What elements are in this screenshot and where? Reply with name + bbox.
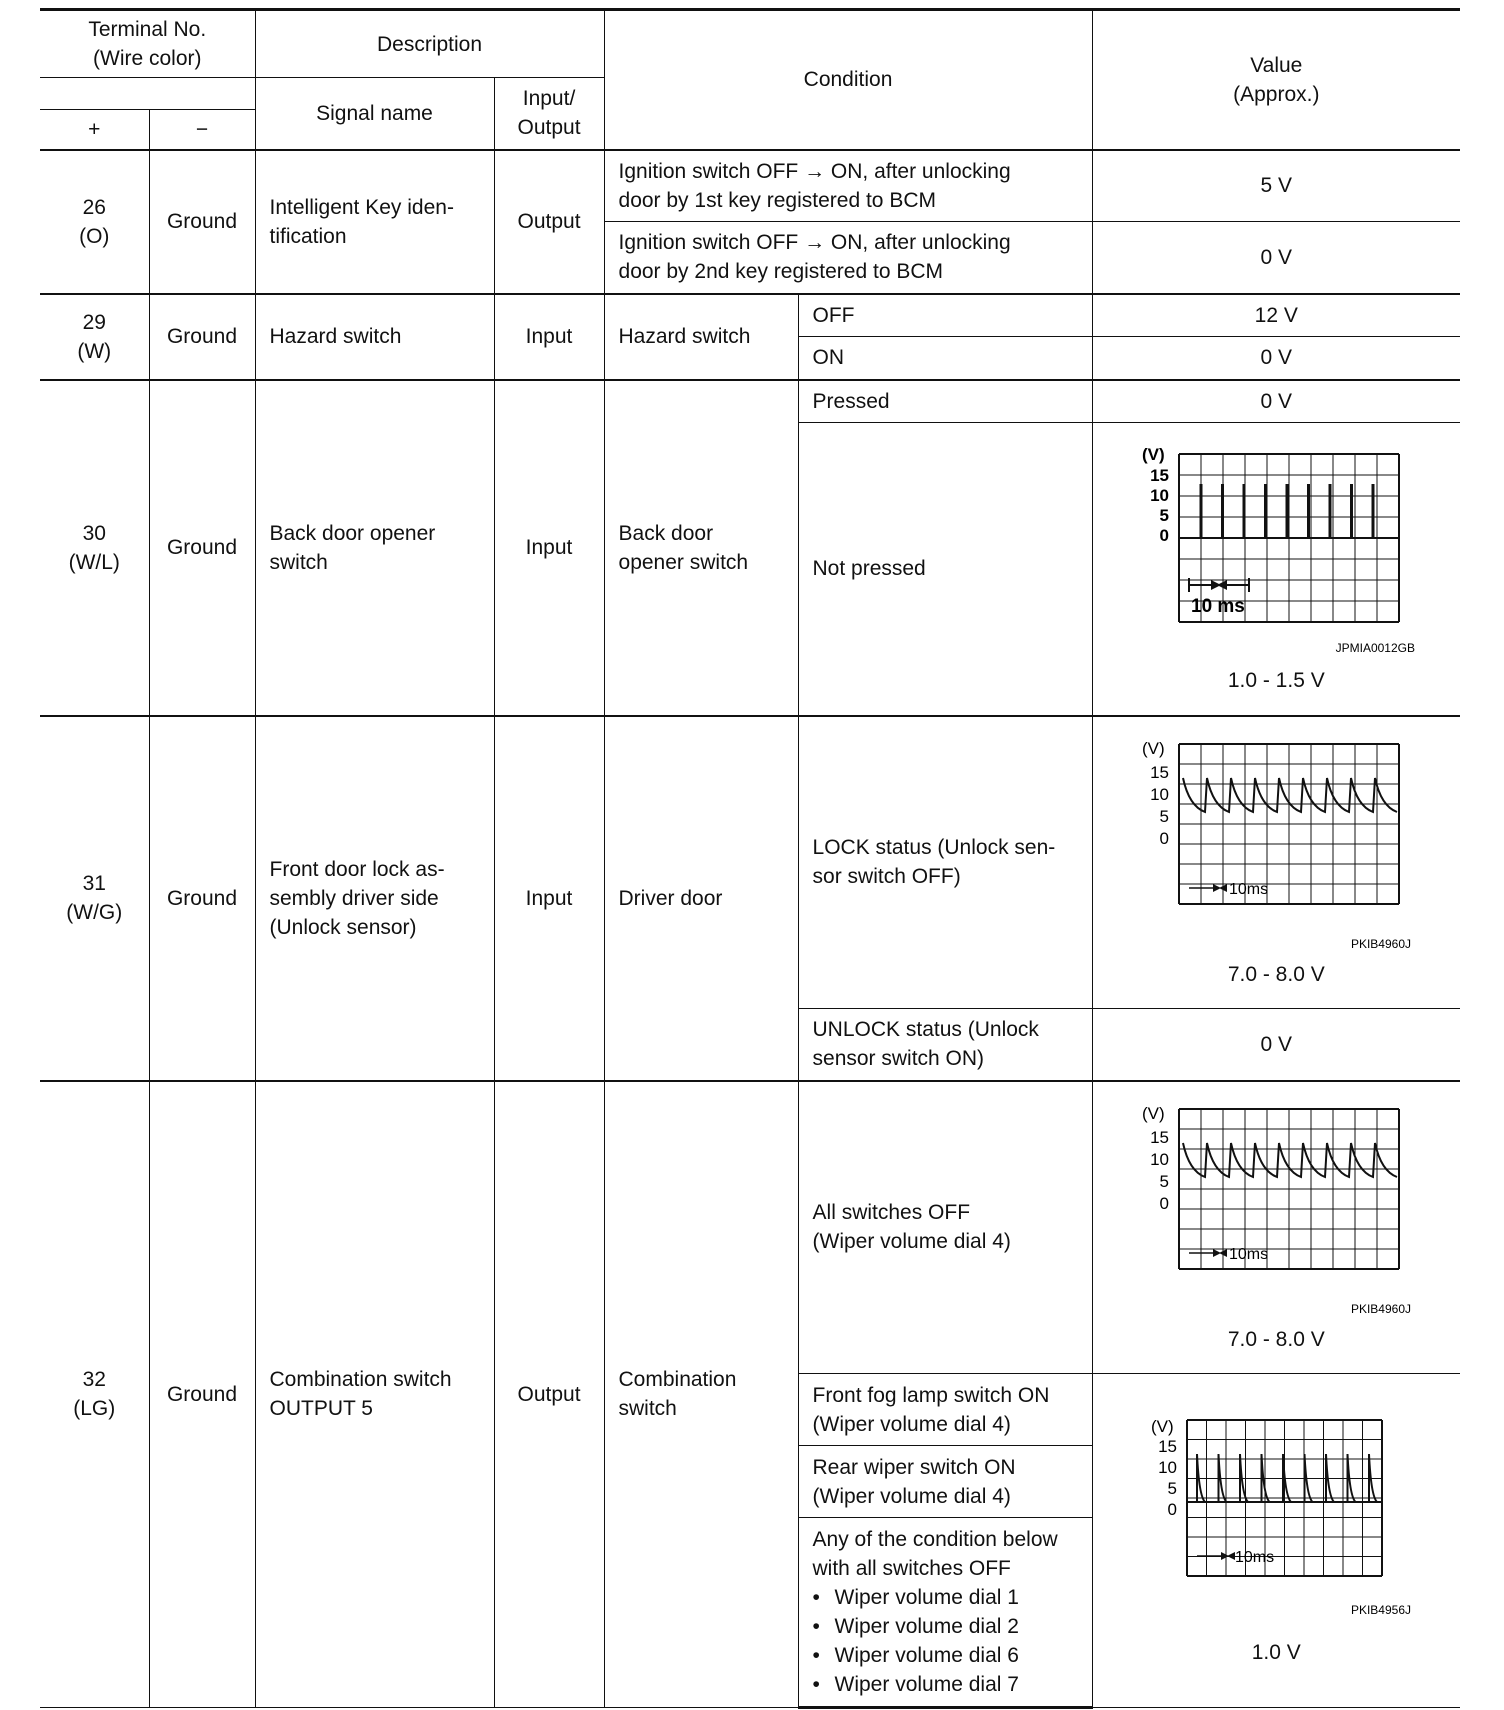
terminal-31-value-lock: 7.0 - 8.0 V (1227, 962, 1325, 986)
terminal-30-io: Input (494, 380, 604, 716)
header-minus: − (149, 110, 255, 150)
terminal-29-io: Input (494, 294, 604, 380)
terminal-29-value-on: 0 V (1092, 337, 1460, 380)
terminal-26-condition-2: Ignition switch OFF → ON, after unlocking door by 2nd key registered to BCM (604, 222, 1092, 294)
wf30-tick-0: 0 (1159, 526, 1170, 546)
terminal-31-value-lock-cell (1092, 716, 1460, 1009)
header-input-output (494, 78, 604, 150)
terminal-29-state-off: OFF (798, 294, 1092, 337)
wf32b-v-label: (V) (1151, 1417, 1174, 1436)
terminal-26-io: Output (494, 150, 604, 294)
terminal-32-ground: Ground (149, 1081, 255, 1708)
terminal-30-signal: Back door opener switch (255, 380, 494, 716)
terminal-29-number: 29 (82, 310, 106, 334)
terminal-30-state-not-pressed: Not pressed (798, 423, 1092, 716)
header-terminal-no-label: Terminal No. (88, 18, 207, 41)
terminal-30-value-not-pressed: 1.0 - 1.5 V (1227, 669, 1325, 693)
terminal-32-value-pulse: 1.0 V (1251, 1641, 1301, 1664)
wf32a-image-code: PKIB4960J (1351, 1301, 1412, 1316)
wf32b-tick-15: 15 (1158, 1437, 1178, 1456)
wf32b-time-arrow-left (1227, 1552, 1235, 1560)
header-terminal-no (40, 10, 255, 78)
wf31-tick-10: 10 (1150, 784, 1170, 804)
terminal-29-value-off: 12 V (1092, 294, 1460, 337)
terminal-29-state-on: ON (798, 337, 1092, 380)
waveform-chart-30 (1131, 442, 1421, 662)
terminal-32-any-condition-text: Any of the condition below with all switches OFF (812, 1528, 1058, 1580)
terminal-26-signal: Intelligent Key iden- tification (255, 150, 494, 294)
terminal-32-state-front-fog: Front fog lamp switch ON (Wiper volume dial 4) (798, 1374, 1092, 1446)
wf30-v-label: (V) (1142, 445, 1165, 465)
terminal-30-value-pressed: 0 V (1092, 380, 1460, 423)
wf31-time-label: 10ms (1229, 880, 1269, 898)
terminal-26-wire-color: (O) (79, 224, 110, 248)
wf31-tick-0: 0 (1159, 828, 1170, 848)
header-wire-color-label: (Wire color) (93, 47, 202, 70)
terminal-31-state-lock: LOCK status (Unlock sen- sor switch OFF) (798, 716, 1092, 1009)
terminal-32-signal: Combination switch OUTPUT 5 (255, 1081, 494, 1708)
terminal-26-number: 26 (82, 195, 106, 219)
terminal-31 (40, 716, 149, 1081)
wf30-tick-5: 5 (1159, 506, 1170, 526)
header-input-label: Input/ (522, 87, 576, 111)
header-value-approx-label: (Approx.) (1233, 82, 1320, 106)
terminal-29-condition: Hazard switch (604, 294, 798, 380)
terminal-26-value-2: 0 V (1092, 222, 1460, 294)
wf30-image-code: JPMIA0012GB (1335, 641, 1416, 656)
wf32a-tick-15: 15 (1150, 1127, 1170, 1147)
wf31-tick-5: 5 (1159, 806, 1170, 826)
wf31-v-label: (V) (1142, 738, 1165, 758)
wf31-image-code: PKIB4960J (1351, 936, 1412, 951)
wf31-trace (1183, 778, 1397, 812)
wf30-tick-10: 10 (1150, 486, 1170, 506)
terminal-32-state-any-condition (798, 1518, 1092, 1708)
header-value (1092, 10, 1460, 150)
wf30-time-label: 10 ms (1191, 596, 1246, 618)
terminal-26-condition-1: Ignition switch OFF → ON, after unlocking door by 1st key registered to BCM (604, 150, 1092, 222)
wf32b-time-label: 10ms (1235, 1549, 1275, 1566)
wf32b-image-code: PKIB4956J (1351, 1603, 1412, 1617)
terminal-32-value-all-off: 7.0 - 8.0 V (1227, 1327, 1325, 1351)
wf32a-v-label: (V) (1142, 1103, 1165, 1123)
wiper-dial-item: • Wiper volume dial 6 (813, 1641, 1078, 1670)
terminal-30-ground: Ground (149, 380, 255, 716)
wiper-dial-item: • Wiper volume dial 1 (813, 1583, 1078, 1612)
wf31-tick-15: 15 (1150, 762, 1170, 782)
terminal-31-signal: Front door lock as- sembly driver side (Unlock sensor) (255, 716, 494, 1081)
terminal-32-state-all-off: All switches OFF (Wiper volume dial 4) (798, 1081, 1092, 1374)
terminal-31-condition: Driver door (604, 716, 798, 1081)
wf32b-tick-0: 0 (1167, 1500, 1178, 1519)
terminal-32-number: 32 (82, 1368, 106, 1392)
terminal-30-condition: Back door opener switch (604, 380, 798, 716)
terminal-29 (40, 294, 149, 380)
terminal-30-value-not-pressed-cell (1092, 423, 1460, 716)
wiper-dial-list (813, 1583, 1078, 1699)
wf32a-tick-0: 0 (1159, 1193, 1170, 1213)
wf30-time-arrow-left (1217, 580, 1227, 590)
waveform-chart-32b (1131, 1414, 1421, 1634)
terminal-26-ground: Ground (149, 150, 255, 294)
wf32a-tick-10: 10 (1150, 1149, 1170, 1169)
terminal-30 (40, 380, 149, 716)
terminal-26-value-1: 5 V (1092, 150, 1460, 222)
terminal-31-io: Input (494, 716, 604, 1081)
waveform-chart-32a (1131, 1101, 1421, 1321)
terminal-29-wire-color: (W) (77, 339, 112, 363)
terminal-32-io: Output (494, 1081, 604, 1708)
terminal-32-condition: Combination switch (604, 1081, 798, 1708)
waveform-chart-31 (1131, 736, 1421, 956)
terminal-31-wire-color: (W/G) (66, 901, 123, 924)
terminal-30-number: 30 (82, 521, 106, 545)
terminal-26 (40, 150, 149, 294)
terminal-31-value-unlock: 0 V (1092, 1009, 1460, 1081)
header-plus: + (40, 110, 149, 150)
terminal-32-wire-color: (LG) (73, 1397, 116, 1421)
header-condition: Condition (604, 10, 1092, 150)
wf32a-trace (1183, 1143, 1397, 1177)
terminal-32-value-all-off-cell (1092, 1081, 1460, 1374)
wiper-dial-item: • Wiper volume dial 7 (813, 1670, 1078, 1699)
header-value-label: Value (1250, 53, 1303, 77)
wf32b-tick-5: 5 (1167, 1479, 1178, 1498)
terminal-31-state-unlock: UNLOCK status (Unlock sensor switch ON) (798, 1009, 1092, 1081)
header-output-label: Output (517, 116, 581, 140)
terminal-30-state-pressed: Pressed (798, 380, 1092, 423)
terminal-29-ground: Ground (149, 294, 255, 380)
header-signal-name: Signal name (255, 78, 494, 150)
terminal-32-state-rear-wiper: Rear wiper switch ON (Wiper volume dial 4) (798, 1446, 1092, 1518)
terminal-30-wire-color: (W/L) (68, 550, 120, 574)
wf32b-tick-10: 10 (1158, 1458, 1178, 1477)
terminal-32-value-pulse-cell (1092, 1374, 1460, 1708)
wiper-dial-item: • Wiper volume dial 2 (813, 1612, 1078, 1641)
wf32a-tick-5: 5 (1159, 1171, 1170, 1191)
terminal-spec-table (40, 8, 1460, 1709)
terminal-32 (40, 1081, 149, 1708)
terminal-31-number: 31 (82, 872, 106, 895)
terminal-31-ground: Ground (149, 716, 255, 1081)
wf32a-time-label: 10ms (1229, 1245, 1269, 1263)
wf30-tick-15: 15 (1150, 466, 1170, 486)
terminal-29-signal: Hazard switch (255, 294, 494, 380)
header-description: Description (255, 10, 604, 78)
